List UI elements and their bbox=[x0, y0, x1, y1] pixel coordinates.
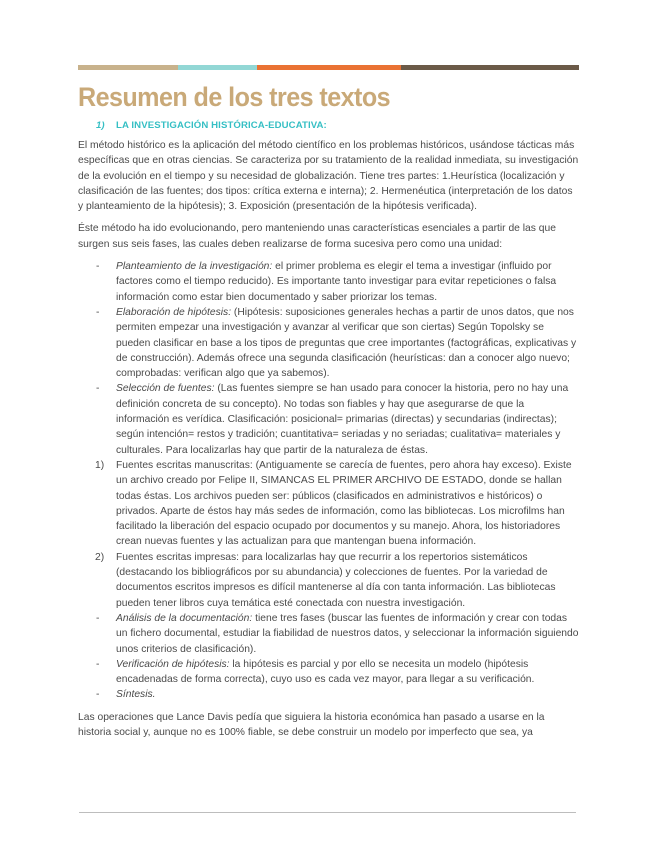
list-item-term: Planteamiento de la investigación: bbox=[116, 261, 273, 273]
list-item-text: (Las fuentes siempre se han usado para conocer la historia, pero no hay una definición concreta de su concepto). No todas son fiables y hay que asegurarse de que la información es verídica. Clasificación: posicional= primarias (directas) y secundarias (indirectas); según intención= restos y tradición; cuantitativa= seriadas y no seriadas; cualitativa= materiales y culturales. Para localizarlas hay que partir de la naturaleza de éstas. bbox=[116, 383, 569, 456]
list-item-term: Análisis de la documentación: bbox=[116, 612, 253, 624]
list-marker: - bbox=[96, 306, 100, 318]
color-bar-segment bbox=[78, 65, 178, 70]
list-item-text: Fuentes escritas impresas: para localizarlas hay que recurrir a los repertorios sistemáticos (destacando los bibliográficos por su abundancia) y colecciones de fuentes. Por la variedad de documentos escritos impresos es difícil mantenerse al día con tanta información. Las bibliotecas pueden tener libros cuya temática esté conectada con nuestra investigación. bbox=[116, 551, 556, 609]
section-number: 1) bbox=[96, 120, 105, 131]
list-item-term: Selección de fuentes: bbox=[116, 383, 215, 395]
intro-paragraph: El método histórico es la aplicación del método científico en los problemas históricos, usándose tácticas más específicas que en otras ciencias. Se caracteriza por su tratamiento de la realidad inmediata, su investigación de la evolución en el tiempo y su necesidad de globalización. Tiene tres partes: 1.Heurística (localización y clasificación de las fuentes; dos tipos: crítica externa e interna); 2. Hermenéutica (interpretación de los datos y planteamiento de la hipótesis); 3. Exposición (presentación de la hipótesis verificada). bbox=[78, 140, 579, 213]
list-item bbox=[78, 657, 579, 688]
list-marker: 1) bbox=[95, 459, 105, 471]
list-item-text: tiene tres fases (buscar las fuentes de información y crear con todas un fichero documental, estudiar la fiabilidad de nuestros datos, y seleccionar la información siguiendo unos criterios de clasificación). bbox=[116, 612, 579, 655]
document-body bbox=[78, 119, 579, 747]
list-item bbox=[78, 381, 579, 457]
list-item bbox=[78, 305, 579, 381]
list-item-text: (Hipótesis: suposiciones generales hechas a partir de unos datos, que nos permiten empezar una investigación y avanzar al verificar que son ciertas) Según Topolsky se pueden clasificar en base a los tipos de preguntas que cree importantes (factográficas, explicativas y de construcción). Además ofrece una segunda clasificación (heurísticas: dan a conocer algo nuevo; comprobadas: verifican algo que ya sabemos). bbox=[116, 306, 577, 380]
color-bar-segment bbox=[401, 65, 579, 70]
list-marker: - bbox=[96, 612, 100, 624]
list-item bbox=[78, 550, 579, 611]
list-item-term: Elaboración de hipótesis: bbox=[116, 306, 232, 318]
list-item bbox=[78, 458, 579, 550]
list-item-term: Síntesis. bbox=[116, 689, 156, 701]
color-bar-segment bbox=[257, 65, 401, 70]
list-marker: 2) bbox=[95, 551, 105, 563]
list-item bbox=[78, 611, 579, 657]
list-item-text: el primer problema es elegir el tema a investigar (influido por factores como el tiempo reducido). Es importante tanto investigar para evitar repeticiones o falsa información como estar bien documentado y saber priorizar los temas. bbox=[116, 261, 557, 303]
header-color-bar bbox=[78, 65, 579, 70]
list-marker: - bbox=[96, 261, 100, 273]
list-marker: - bbox=[96, 383, 100, 395]
list-item bbox=[78, 259, 579, 305]
section-heading bbox=[78, 119, 579, 132]
footer-rule bbox=[79, 812, 576, 813]
list-item bbox=[78, 687, 579, 702]
list-marker: - bbox=[96, 689, 100, 701]
list-item-text: la hipótesis es parcial y por ello se necesita un modelo (hipótesis encadenadas de forma correcta), cuyo uso es cada vez mayor, para llegar a su verificación. bbox=[116, 658, 535, 686]
closing-paragraph: Las operaciones que Lance Davis pedía que siguiera la historia económica han pasado a usarse en la historia social y, aunque no es 100% fiable, se debe construir un modelo por imperfecto que sea, ya bbox=[78, 711, 545, 738]
list-marker: - bbox=[96, 658, 100, 670]
document-title: Resumen de los tres textos bbox=[78, 82, 391, 112]
evolution-paragraph: Éste método ha ido evolucionando, pero manteniendo unas características esenciales a partir de las que surgen sus seis fases, las cuales deben realizarse de forma sucesiva pero como una unidad: bbox=[78, 223, 556, 250]
section-label: LA INVESTIGACIÓN HISTÓRICA-EDUCATIVA: bbox=[116, 120, 327, 131]
list-item-term: Verificación de hipótesis: bbox=[116, 658, 230, 670]
color-bar-segment bbox=[178, 65, 257, 70]
list-item-text: Fuentes escritas manuscritas: (Antiguamente se carecía de fuentes, pero ahora hay exceso). Existe un archivo creado por Felipe II, SIMANCAS EL PRIMER ARCHIVO DE ESTADO, donde se hallan todas éstas. Los archivos pueden ser: públicos (clasificados en administrativos e históricos) o privados. Aparte de éstos hay más sedes de información, como las bibliotecas. Los microfilms han facilitado la liberación del espacio ocupado por documentos y su manejo. Ahora, los historiadores crean nuevas fuentes y las actualizan para que mantengan buena información. bbox=[116, 459, 572, 548]
phase-list bbox=[78, 259, 579, 703]
